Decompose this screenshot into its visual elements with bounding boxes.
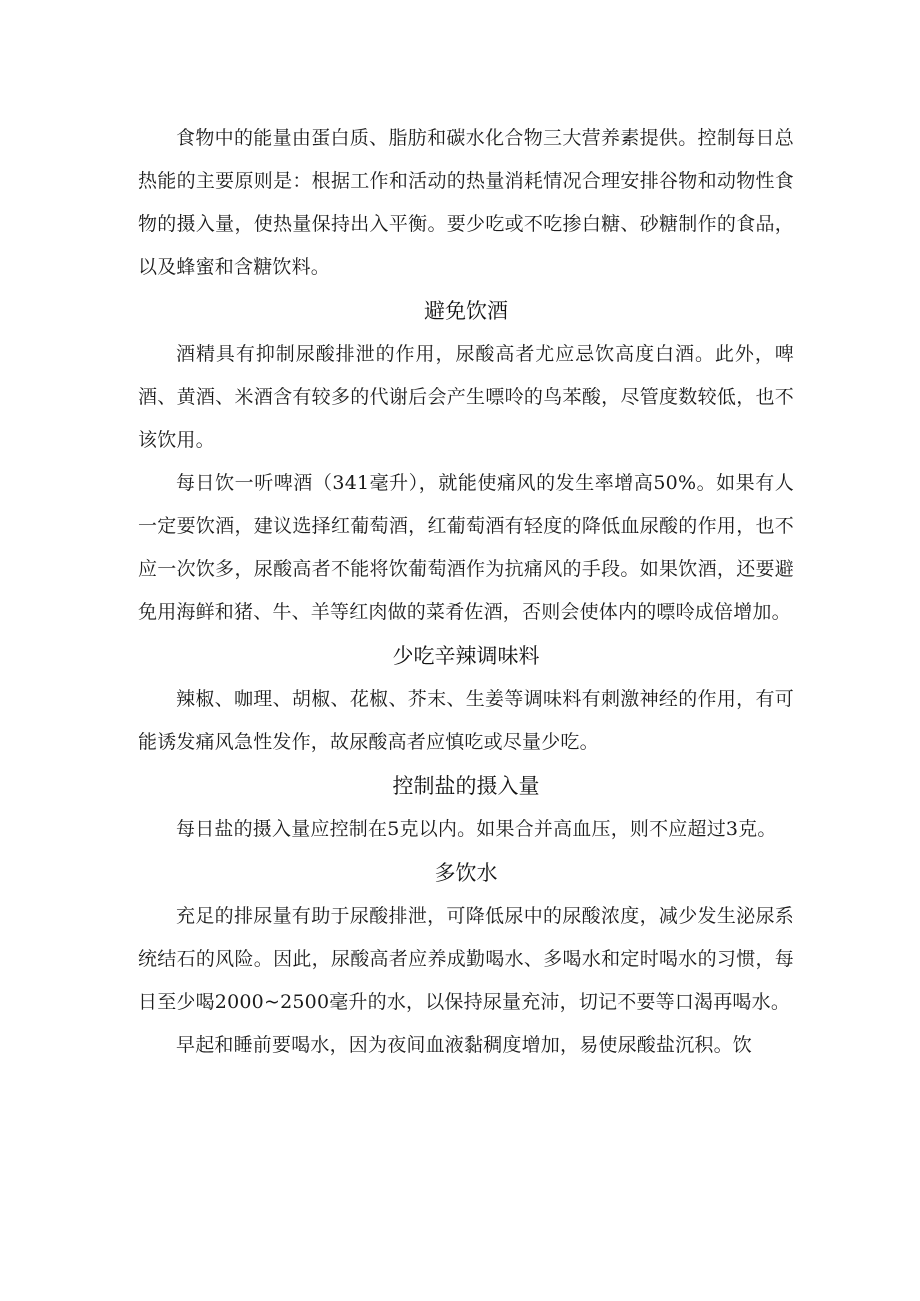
- alcohol-paragraph-1: 酒精具有抑制尿酸排泄的作用，尿酸高者尤应忌饮高度白酒。此外，啤酒、黄酒、米酒含有较多的代谢后会产生嘌呤的鸟苯酸，尽管度数较低，也不该饮用。: [138, 343, 794, 451]
- water-paragraph-1: 充足的排尿量有助于尿酸排泄，可降低尿中的尿酸浓度，减少发生泌尿系统结石的风险。因此，尿酸高者应养成勤喝水、多喝水和定时喝水的习惯，每日至少喝2000~2500毫升的水，以保持尿量充沛，切记不要等口渴再喝水。: [138, 905, 794, 1013]
- salt-paragraph: 每日盐的摄入量应控制在5克以内。如果合并高血压，则不应超过3克。: [176, 818, 777, 840]
- intro-paragraph: 食物中的能量由蛋白质、脂肪和碳水化合物三大营养素提供。控制每日总热能的主要原则是：根据工作和活动的热量消耗情况合理安排谷物和动物性食物的摄入量，使热量保持出入平衡。要少吃或不吃掺白糖、砂糖制作的食品，以及蜂蜜和含糖饮料。: [138, 127, 794, 278]
- section-heading-water: 多饮水: [434, 861, 498, 885]
- section-heading-alcohol: 避免饮酒: [424, 299, 508, 323]
- section-heading-spices: 少吃辛辣调味料: [392, 644, 540, 668]
- spices-paragraph: 辣椒、咖理、胡椒、花椒、芥末、生姜等调味料有刺激神经的作用，有可能诱发痛风急性发作，故尿酸高者应慎吃或尽量少吃。: [138, 688, 794, 753]
- alcohol-paragraph-2: 每日饮一听啤酒（341毫升），就能使痛风的发生率增高50%。如果有人一定要饮酒，建议选择红葡萄酒，红葡萄酒有轻度的降低血尿酸的作用，也不应一次饮多，尿酸高者不能将饮葡萄酒作为抗痛风的手段。如果饮酒，还要避免用海鲜和猪、牛、羊等红肉做的菜肴佐酒，否则会使体内的嘌呤成倍增加。: [138, 472, 794, 623]
- water-paragraph-2: 早起和睡前要喝水，因为夜间血液黏稠度增加，易使尿酸盐沉积。饮: [176, 1034, 753, 1056]
- document-body: [138, 117, 794, 1067]
- section-heading-salt: 控制盐的摄入量: [392, 774, 540, 798]
